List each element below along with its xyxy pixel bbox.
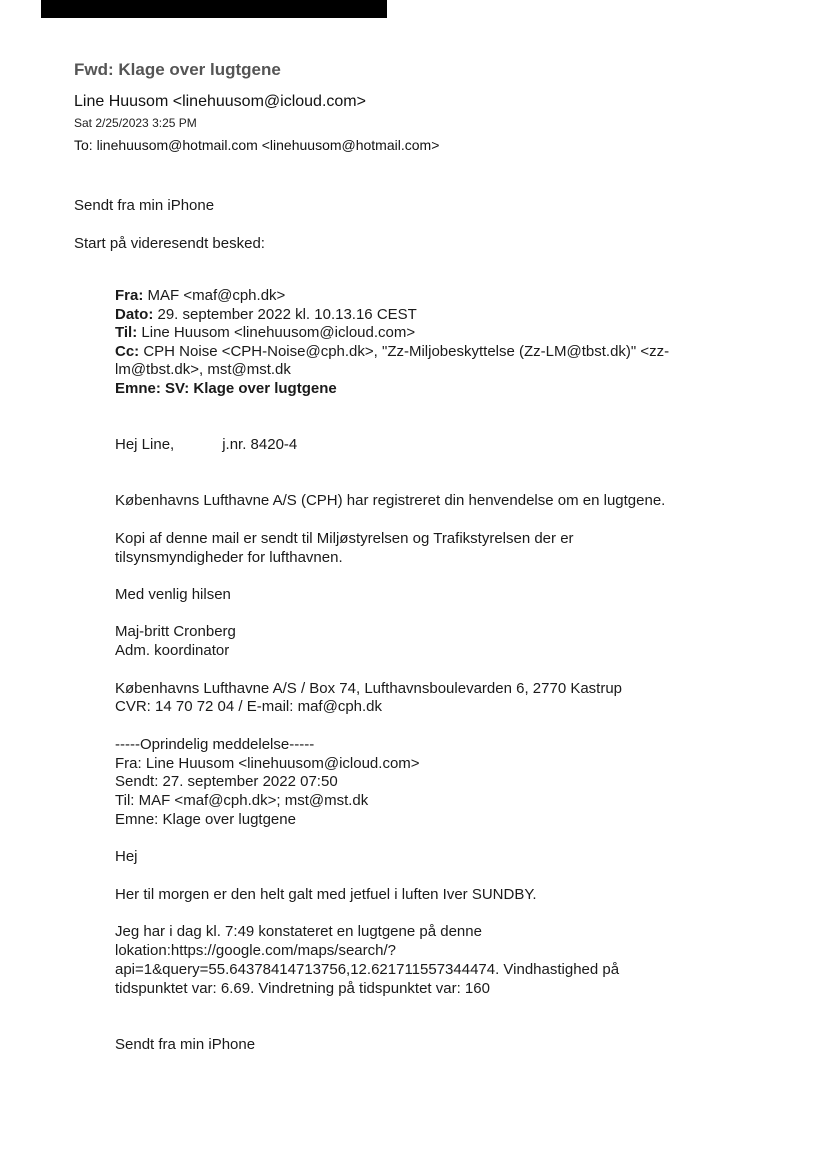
forward-start-line: Start på videresendt besked:: [74, 235, 265, 252]
original-greeting: Hej: [115, 848, 138, 865]
forwarded-from: MAF <maf@cph.dk>: [147, 287, 286, 304]
original-paragraph-2-line-3: api=1&query=55.64378414713756,12.621711557344474. Vindhastighed på: [115, 961, 620, 978]
signature-title: Adm. koordinator: [115, 642, 230, 659]
forwarded-to-row: [115, 324, 725, 343]
forwarded-cc-row: [115, 343, 725, 380]
journal-number: j.nr. 8420-4: [222, 436, 298, 453]
email-date: Sat 2/25/2023 3:25 PM: [74, 116, 197, 130]
forwarded-from-label: Fra:: [115, 287, 144, 304]
original-to: Til: MAF <maf@cph.dk>; mst@mst.dk: [115, 792, 369, 809]
original-message-header: -----Oprindelig meddelelse-----: [115, 736, 315, 753]
original-paragraph-1: Her til morgen er den helt galt med jetfuel i luften Iver SUNDBY.: [115, 886, 537, 903]
original-paragraph-2-line-1: Jeg har i dag kl. 7:49 konstateret en lugtgene på denne: [115, 923, 482, 940]
email-sender: Line Huusom <linehuusom@icloud.com>: [74, 93, 366, 110]
email-recipient: To: linehuusom@hotmail.com <linehuusom@hotmail.com>: [74, 137, 440, 153]
sent-from-line: Sendt fra min iPhone: [74, 197, 215, 214]
forwarded-cc-label: Cc:: [115, 342, 140, 360]
original-paragraph-2-line-4: tidspunktet var: 6.69. Vindretning på tidspunktet var: 160: [115, 980, 490, 997]
forwarded-subject-row: [115, 380, 725, 399]
forwarded-header: [115, 287, 725, 398]
forwarded-date: 29. september 2022 kl. 10.13.16 CEST: [157, 305, 417, 323]
signature-cvr: CVR: 14 70 72 04 / E-mail: maf@cph.dk: [115, 698, 383, 715]
forwarded-date-label: Dato:: [115, 305, 154, 323]
signature-name: Maj-britt Cronberg: [115, 623, 236, 640]
signature-address: Københavns Lufthavne A/S / Box 74, Lufthavnsboulevarden 6, 2770 Kastrup: [115, 680, 623, 697]
forwarded-to-label: Til:: [115, 324, 138, 341]
original-signature: Sendt fra min iPhone: [115, 1036, 256, 1053]
original-sent: Sendt: 27. september 2022 07:50: [115, 773, 338, 790]
original-from: Fra: Line Huusom <linehuusom@icloud.com>: [115, 755, 420, 772]
redaction-bar: [41, 0, 387, 18]
reply-greeting-row: [115, 435, 735, 454]
forwarded-subject: SV: Klage over lugtgene: [165, 379, 337, 397]
forwarded-to: Line Huusom <linehuusom@icloud.com>: [141, 324, 416, 341]
original-subject: Emne: Klage over lugtgene: [115, 811, 296, 828]
original-paragraph-2-line-2: lokation:https://google.com/maps/search/?: [115, 942, 396, 959]
forwarded-from-row: [115, 287, 725, 306]
reply-greeting: Hej Line,: [115, 436, 175, 453]
reply-paragraph-2: Kopi af denne mail er sendt til Miljøstyrelsen og Trafikstyrelsen der er tilsynsmyndigheder for lufthavnen.: [115, 530, 574, 566]
forwarded-cc: CPH Noise <CPH-Noise@cph.dk>, "Zz-Miljobeskyttelse (Zz-LM@tbst.dk)" <zz-lm@tbst.dk>, mst@mst.dk: [115, 342, 670, 378]
email-subject: Fwd: Klage over lugtgene: [74, 60, 281, 79]
reply-paragraph-1: Københavns Lufthavne A/S (CPH) har registreret din henvendelse om en lugtgene.: [115, 492, 666, 509]
forwarded-subject-label: Emne:: [115, 379, 161, 397]
forwarded-date-row: [115, 306, 725, 325]
reply-closing: Med venlig hilsen: [115, 586, 231, 603]
